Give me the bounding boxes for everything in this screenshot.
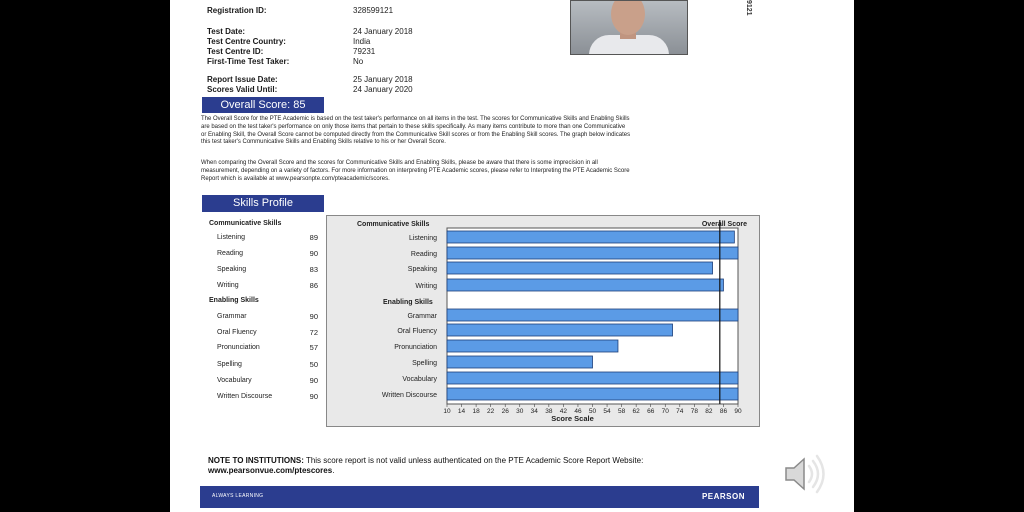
chart-bar [447, 309, 738, 321]
chart-group-label: Communicative Skills [357, 221, 430, 228]
skill-spelling-label: Spelling [217, 361, 242, 368]
chart-tick-label: 50 [588, 408, 597, 415]
skill-vocabulary-score: 90 [309, 376, 318, 385]
skill-writing-label: Writing [217, 282, 239, 289]
chart-tick-label: 66 [647, 408, 655, 415]
registration-id-label: Registration ID: [207, 6, 267, 15]
chart-category-label: Spelling [412, 360, 437, 367]
chart-tick-label: 74 [676, 408, 684, 415]
pearson-logo: PEARSON [701, 492, 745, 501]
communicative-skills-heading: Communicative Skills [209, 220, 282, 227]
chart-tick-label: 18 [472, 408, 480, 415]
chart-tick-label: 26 [501, 408, 509, 415]
chart-category-label: Listening [408, 235, 437, 242]
chart-tick-label: 54 [603, 408, 611, 415]
chart-bar [447, 279, 723, 291]
chart-category-label: Reading [410, 251, 437, 258]
chart-tick-label: 86 [719, 408, 728, 415]
chart-category-label: Written Discourse [381, 392, 437, 399]
chart-bar [447, 372, 738, 384]
skill-oral-fluency-score: 72 [309, 328, 318, 337]
skill-vocabulary-label: Vocabulary [217, 377, 252, 384]
issue-date-value: 25 January 2018 [353, 75, 413, 84]
skill-reading-label: Reading [217, 250, 244, 257]
chart-tick-label: 38 [545, 408, 553, 415]
institution-note [208, 456, 688, 476]
skill-speaking-score: 83 [309, 265, 318, 274]
enabling-skills-heading: Enabling Skills [209, 297, 259, 304]
skill-pronunciation-label: Pronunciation [217, 344, 260, 351]
overall-paragraph-2: When comparing the Overall Score and the scores for Communicative Skills and Enabling Skills, please be aware that there is some imprecision in all measurement, depending on a variety of factors. For more information on interpreting PTE Academic scores, please refer to Interpreting the PTE Academic Score Report which is available at www.pearsonpte.com/pteacademic/scores. [201, 160, 630, 182]
chart-bar [447, 340, 618, 352]
skill-written-discourse-score: 90 [309, 392, 318, 401]
test-date-value: 24 January 2018 [353, 27, 413, 36]
chart-x-axis-label: Score Scale [551, 414, 594, 423]
chart-category-label: Writing [415, 283, 437, 290]
chart-tick-label: 30 [516, 408, 524, 415]
issue-date-label: Report Issue Date: [207, 75, 278, 84]
note-heading: NOTE TO INSTITUTIONS: [208, 456, 304, 465]
first-time-label: First-Time Test Taker: [207, 57, 290, 66]
chart-tick-label: 14 [457, 408, 466, 415]
score-report-page [170, 0, 854, 512]
chart-bar [447, 388, 738, 400]
footer-tagline: ALWAYS LEARNING [212, 493, 264, 499]
country-label: Test Centre Country: [207, 37, 286, 46]
skill-listening-score: 89 [309, 233, 318, 242]
chart-tick-label: 62 [632, 408, 640, 415]
note-website-link[interactable]: www.pearsonvue.com/ptescores [208, 466, 333, 475]
skill-writing-score: 86 [309, 281, 318, 290]
skill-speaking-label: Speaking [217, 266, 247, 273]
valid-until-label: Scores Valid Until: [207, 85, 278, 94]
skill-spelling-score: 50 [309, 360, 318, 369]
chart-bar [447, 356, 593, 368]
skill-grammar-label: Grammar [217, 313, 247, 320]
chart-category-label: Grammar [407, 313, 437, 320]
skill-pronunciation-score: 57 [309, 343, 318, 352]
chart-bar [447, 247, 738, 259]
skill-reading-score: 90 [309, 249, 318, 258]
first-time-value: No [353, 57, 364, 66]
chart-tick-label: 10 [443, 408, 451, 415]
chart-tick-label: 78 [690, 408, 698, 415]
valid-until-value: 24 January 2020 [353, 85, 413, 94]
chart-bar [447, 231, 734, 243]
chart-tick-label: 42 [559, 408, 568, 415]
note-end: . [332, 466, 335, 475]
vertical-id: 9121 [745, 0, 752, 16]
chart-tick-label: 90 [734, 408, 742, 415]
skill-grammar-score: 90 [309, 312, 318, 321]
footer-bar [200, 486, 759, 508]
skills-profile-banner: Skills Profile [202, 195, 324, 212]
chart-category-label: Pronunciation [394, 344, 437, 351]
chart-category-label: Vocabulary [402, 376, 437, 383]
chart-tick-label: 58 [617, 408, 626, 415]
country-value: India [353, 37, 371, 46]
registration-id-value: 328599121 [353, 6, 394, 15]
chart-tick-label: 34 [530, 408, 538, 415]
candidate-photo [570, 0, 688, 55]
skill-oral-fluency-label: Oral Fluency [217, 329, 257, 336]
overall-paragraph-1: The Overall Score for the PTE Academic is based on the test taker's performance on all items in the test. The scores for Communicative Skills and Enabling Skills are based on the test taker's performance on only those items that pertain to these skills specifically. As many items contribute to more than one Communicative or Enabling Skill, the Overall Score cannot be computed directly from the Communicative Skill scores or from the Enabling Skill scores. The graph below indicates this test taker's Communicative Skills and Enabling Skills relative to his or her Overall Score. [201, 116, 631, 146]
chart-tick-label: 70 [661, 408, 669, 415]
skill-listening-label: Listening [217, 234, 246, 241]
chart-tick-label: 82 [705, 408, 713, 415]
centre-id-label: Test Centre ID: [207, 47, 264, 56]
test-date-label: Test Date: [207, 27, 246, 36]
chart-tick-label: 22 [487, 408, 495, 415]
note-text: This score report is not valid unless authenticated on the PTE Academic Score Report Website: [303, 456, 644, 465]
chart-overall-label: Overall Score [701, 221, 747, 228]
overall-score-banner: Overall Score: 85 [202, 97, 324, 113]
chart-tick-label: 46 [574, 408, 582, 415]
skills-bar-chart [327, 216, 759, 426]
chart-bar [447, 324, 673, 336]
chart-category-label: Oral Fluency [397, 328, 437, 335]
skills-chart [326, 215, 760, 427]
chart-category-label: Speaking [407, 266, 437, 273]
chart-bar [447, 262, 713, 274]
chart-group-label: Enabling Skills [383, 299, 433, 306]
skill-written-discourse-label: Written Discourse [217, 393, 273, 400]
centre-id-value: 79231 [353, 47, 376, 56]
speaker-volume-icon[interactable] [780, 450, 828, 503]
